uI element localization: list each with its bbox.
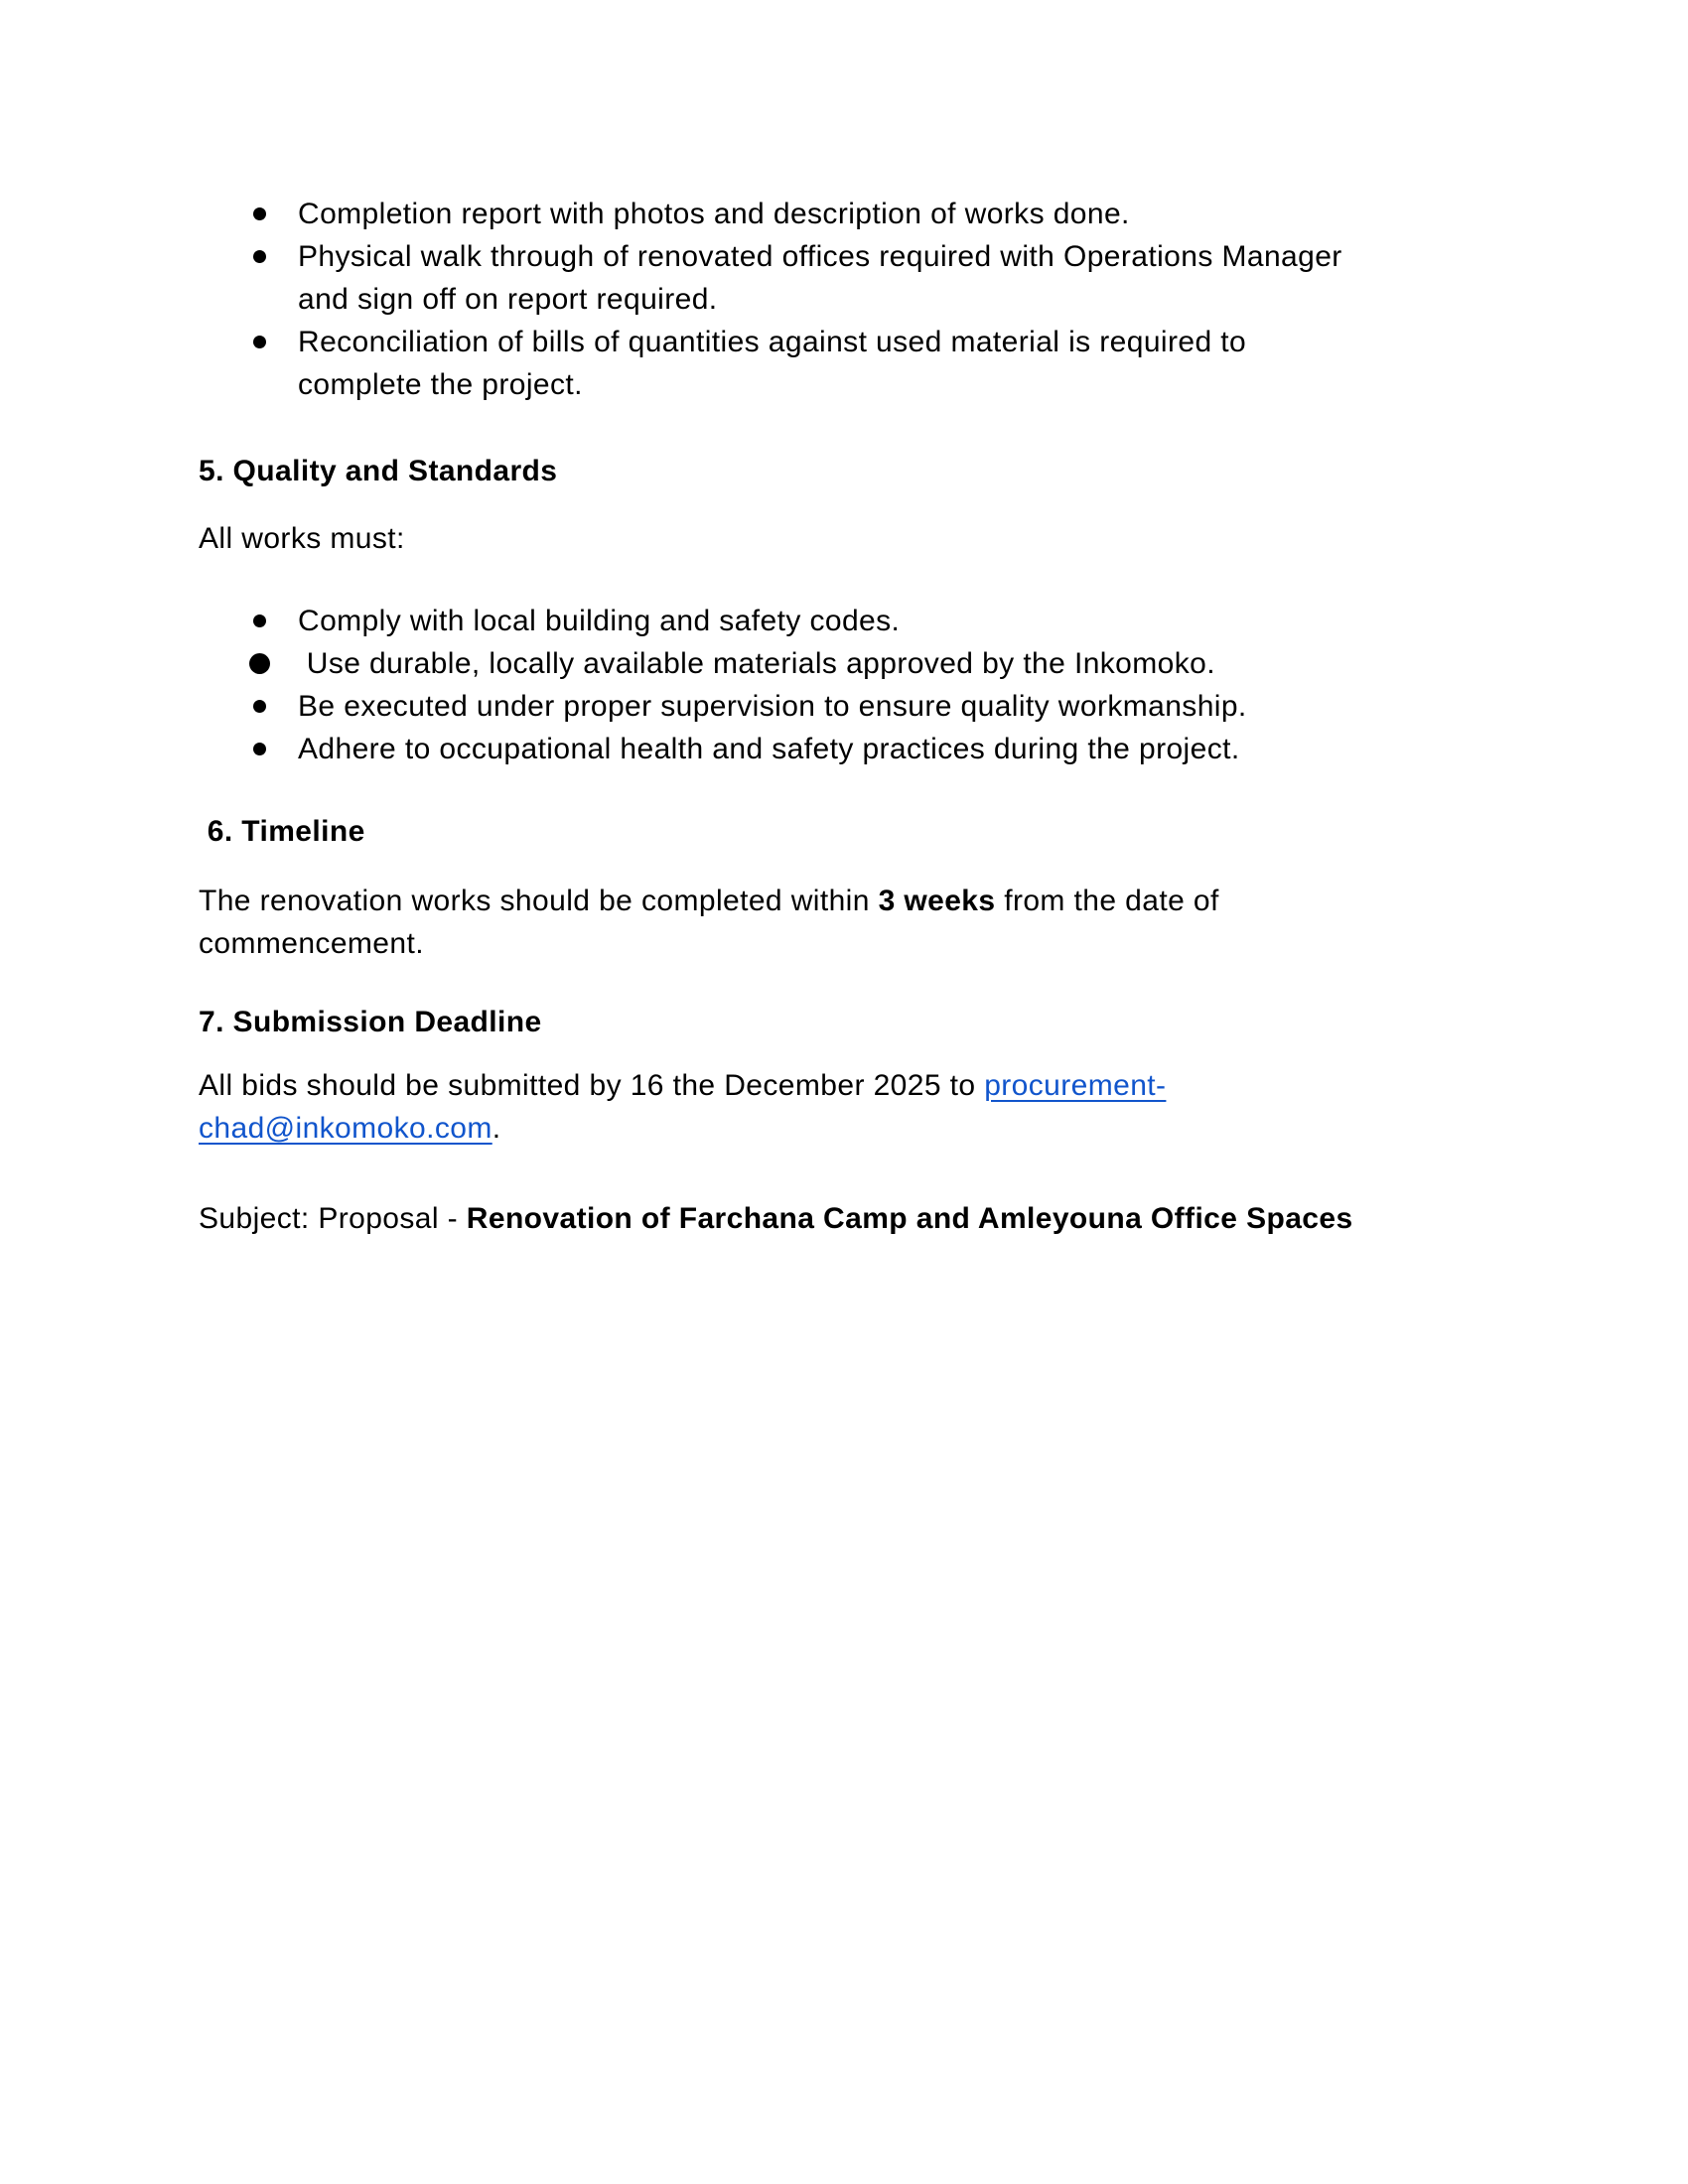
section-heading-timeline: 6. Timeline xyxy=(199,815,365,848)
subject-line xyxy=(199,1197,1489,1240)
quality-standards-list xyxy=(199,600,1489,770)
text-segment: . xyxy=(492,1112,501,1145)
list-item xyxy=(199,600,1489,642)
text-segment: from the date of xyxy=(995,885,1219,917)
list-item-text: Comply with local building and safety codes. xyxy=(298,605,901,637)
list-item-text: Use durable, locally available materials approved by the Inkomoko. xyxy=(298,647,1215,680)
list-item-text: Reconciliation of bills of quantities against used material is required to xyxy=(298,326,1247,358)
submission-paragraph xyxy=(199,1064,1489,1150)
list-item-text: and sign off on report required. xyxy=(298,283,718,316)
text-segment: All bids should be submitted by 16 the December 2025 to xyxy=(199,1069,985,1102)
section-heading-quality-and-standards: 5. Quality and Standards xyxy=(199,455,558,487)
review-requirements-list xyxy=(199,193,1489,406)
list-item xyxy=(199,642,1489,685)
bullet-icon xyxy=(253,250,266,263)
bullet-icon xyxy=(253,207,266,220)
email-link-text: chad@inkomoko.com xyxy=(199,1112,492,1145)
list-item-text: complete the project. xyxy=(298,368,583,401)
bullet-icon xyxy=(253,614,266,627)
text-segment: commencement. xyxy=(199,927,424,960)
list-item-text: Physical walk through of renovated offices required with Operations Manager xyxy=(298,240,1342,273)
list-item xyxy=(199,193,1489,235)
bold-text: Renovation of Farchana Camp and Amleyouna Office Spaces xyxy=(466,1202,1353,1235)
list-item-text: Completion report with photos and description of works done. xyxy=(298,198,1130,230)
large-bullet-icon xyxy=(249,653,270,674)
quality-intro-text: All works must: xyxy=(199,522,405,555)
bullet-icon xyxy=(253,336,266,348)
section-heading-submission-deadline: 7. Submission Deadline xyxy=(199,1006,542,1038)
list-item-text: Adhere to occupational health and safety practices during the project. xyxy=(298,733,1240,765)
text-segment: The renovation works should be completed within xyxy=(199,885,879,917)
list-item xyxy=(199,235,1489,321)
email-link-text: procurement- xyxy=(984,1069,1167,1102)
text-segment: Subject: Proposal - xyxy=(199,1202,467,1235)
timeline-paragraph xyxy=(199,880,1489,965)
bold-text: 3 weeks xyxy=(878,885,996,917)
list-item xyxy=(199,685,1489,728)
list-item xyxy=(199,728,1489,770)
bullet-icon xyxy=(253,700,266,713)
list-item xyxy=(199,321,1489,406)
list-item-text: Be executed under proper supervision to ensure quality workmanship. xyxy=(298,690,1247,723)
bullet-icon xyxy=(253,743,266,755)
